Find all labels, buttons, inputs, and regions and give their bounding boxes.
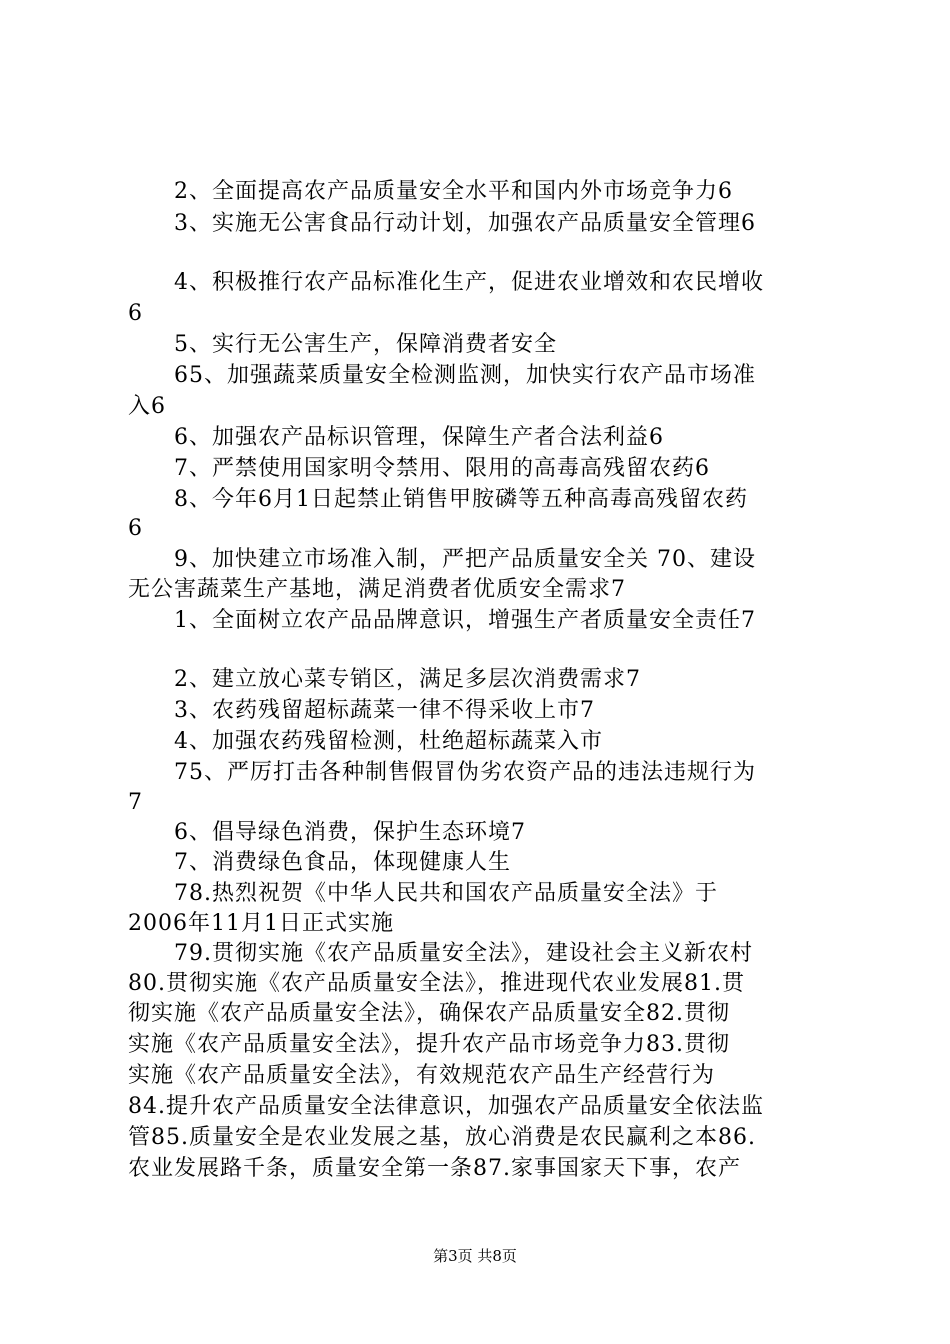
text-line: 6、倡导绿色消费，保护生态环境7 [128, 820, 526, 845]
text-line: 75、严厉打击各种制售假冒伪劣农资产品的违法违规行为 [128, 760, 756, 785]
text-line: 农业发展路千条，质量安全第一条87.家事国家天下事，农产 [128, 1156, 741, 1181]
text-line: 78.热烈祝贺《中华人民共和国农产品质量安全法》于 [128, 881, 718, 906]
text-line: 彻实施《农产品质量安全法》，确保农产品质量安全82.贯彻 [128, 1001, 730, 1026]
text-line: 管85.质量安全是农业发展之基，放心消费是农民赢利之本86. [128, 1125, 756, 1150]
text-line: 9、加快建立市场准入制，严把产品质量安全关 70、建设 [128, 547, 756, 572]
text-line: 4、积极推行农产品标准化生产，促进农业增效和农民增收 [128, 270, 764, 295]
page-footer: 第3页 共8页 [433, 1247, 517, 1265]
text-line: 4、加强农药残留检测，杜绝超标蔬菜入市 [128, 729, 603, 754]
text-line: 1、全面树立农产品品牌意识，增强生产者质量安全责任7 [128, 608, 756, 633]
text-line: 6、加强农产品标识管理，保障生产者合法利益6 [128, 425, 664, 450]
text-line: 84.提升农产品质量安全法律意识，加强农产品质量安全依法监 [128, 1094, 764, 1119]
text-line: 实施《农产品质量安全法》，提升农产品市场竞争力83.贯彻 [128, 1032, 730, 1057]
text-line: 2、建立放心菜专销区，满足多层次消费需求7 [128, 667, 641, 692]
text-line: 入6 [128, 394, 166, 419]
text-line: 2、全面提高农产品质量安全水平和国内外市场竞争力6 [128, 179, 733, 204]
text-line: 65、加强蔬菜质量安全检测监测，加快实行农产品市场准 [128, 363, 756, 388]
text-line: 6 [128, 301, 143, 326]
text-line: 7、消费绿色食品，体现健康人生 [128, 850, 511, 875]
text-line: 7 [128, 790, 143, 815]
text-line: 无公害蔬菜生产基地，满足消费者优质安全需求7 [128, 577, 626, 602]
text-line: 3、实施无公害食品行动计划，加强农产品质量安全管理6 [128, 211, 756, 236]
text-line: 6 [128, 516, 143, 541]
text-line: 实施《农产品质量安全法》，有效规范农产品生产经营行为 [128, 1063, 716, 1088]
text-line: 79.贯彻实施《农产品质量安全法》，建设社会主义新农村 [128, 941, 753, 966]
text-line: 7、严禁使用国家明令禁用、限用的高毒高残留农药6 [128, 456, 710, 481]
text-line: 80.贯彻实施《农产品质量安全法》，推进现代农业发展81.贯 [128, 971, 745, 996]
text-line: 2006年11月1日正式实施 [128, 911, 394, 936]
text-line: 5、实行无公害生产，保障消费者安全 [128, 332, 557, 357]
text-line: 3、农药残留超标蔬菜一律不得采收上市7 [128, 698, 595, 723]
text-line: 8、今年6月1日起禁止销售甲胺磷等五种高毒高残留农药 [128, 487, 748, 512]
